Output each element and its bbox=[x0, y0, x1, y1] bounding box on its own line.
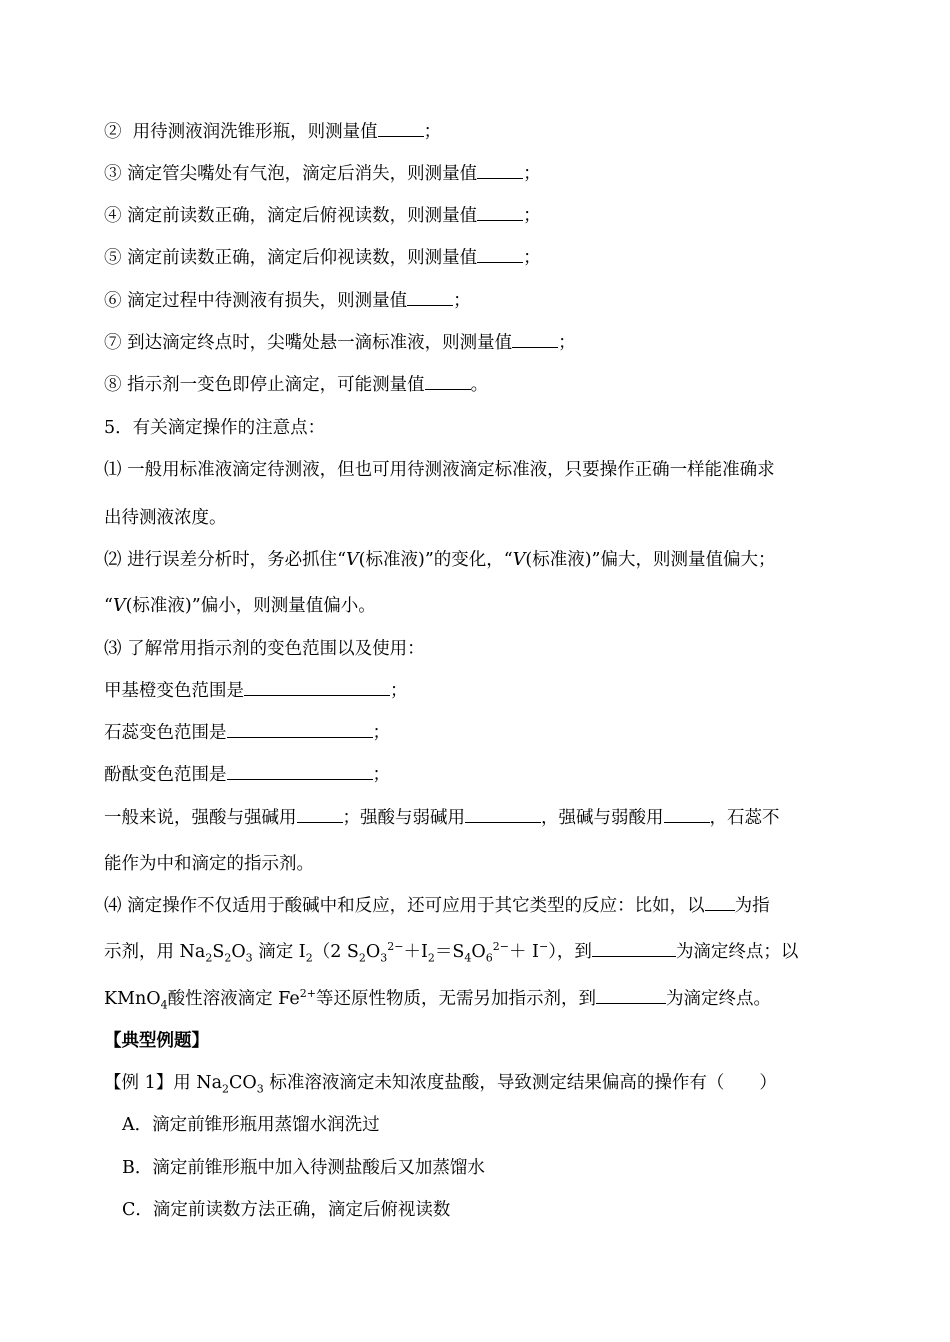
subscript: 3 bbox=[380, 951, 388, 965]
subscript: 2 bbox=[222, 1082, 230, 1096]
superscript: − bbox=[538, 940, 549, 954]
error-item-5 bbox=[104, 246, 541, 270]
note-text: (标准液)”偏大，则测量值偏大； bbox=[525, 550, 776, 570]
item-end: ； bbox=[523, 164, 541, 184]
indicator-label: 酚酞变色范围是 bbox=[104, 765, 227, 785]
option-c[interactable]: C．滴定前读数方法正确，滴定后俯视读数 bbox=[122, 1200, 451, 1220]
note-text: 进行误差分析时，务必抓住“ bbox=[127, 550, 347, 570]
note-text: ；强酸与弱碱用 bbox=[342, 808, 465, 828]
answer-blank[interactable] bbox=[297, 806, 343, 823]
subscript: 4 bbox=[160, 998, 168, 1012]
error-item-3 bbox=[104, 162, 541, 186]
note-4-line-3 bbox=[104, 987, 771, 1011]
note-text: 滴定操作不仅适用于酸碱中和反应，还可应用于其它类型的反应：比如，以 bbox=[127, 896, 705, 916]
answer-blank[interactable] bbox=[592, 940, 676, 957]
item-end: ； bbox=[390, 681, 408, 701]
note-text: ，石蕊不 bbox=[709, 808, 780, 828]
item-text: 滴定前读数正确，滴定后俯视读数，则测量值 bbox=[127, 206, 478, 226]
general-line-1 bbox=[104, 806, 780, 830]
superscript: 2− bbox=[492, 940, 509, 954]
subscript: 2 bbox=[305, 951, 313, 965]
phenolphthalein-line bbox=[104, 763, 390, 787]
note-text: 滴定 I bbox=[252, 942, 306, 962]
answer-blank[interactable] bbox=[378, 120, 424, 137]
indicator-label: 石蕊变色范围是 bbox=[104, 723, 227, 743]
item-number: ⑤ bbox=[104, 248, 122, 268]
item-text: 用待测液润洗锥形瓶，则测量值 bbox=[132, 122, 378, 142]
subscript: 3 bbox=[256, 1082, 264, 1096]
subscript: 2 bbox=[427, 951, 435, 965]
note-3 bbox=[104, 637, 425, 661]
item-end: ； bbox=[523, 248, 541, 268]
item-text: 滴定管尖嘴处有气泡，滴定后消失，则测量值 bbox=[127, 164, 478, 184]
answer-blank[interactable] bbox=[477, 204, 523, 221]
option-a[interactable]: A．滴定前锥形瓶用蒸馏水润洗过 bbox=[122, 1115, 380, 1135]
item-number: ⑧ bbox=[104, 375, 122, 395]
superscript: 2+ bbox=[299, 987, 316, 1001]
item-end: ； bbox=[372, 723, 390, 743]
item-number: ③ bbox=[104, 164, 122, 184]
note-text: ），到 bbox=[548, 942, 592, 962]
answer-blank[interactable] bbox=[407, 289, 453, 306]
note-text: 示剂，用 Na bbox=[104, 942, 206, 962]
option-b[interactable]: B．滴定前锥形瓶中加入待测盐酸后又加蒸馏水 bbox=[122, 1158, 485, 1178]
item-number: ④ bbox=[104, 206, 122, 226]
item-number: ② bbox=[104, 122, 122, 142]
note-text: KMnO bbox=[104, 989, 161, 1009]
item-text: 到达滴定终点时，尖嘴处悬一滴标准液，则测量值 bbox=[127, 333, 513, 353]
note-4-line-2 bbox=[104, 940, 798, 964]
subscript: 2 bbox=[224, 951, 232, 965]
note-text: ＋ I bbox=[508, 942, 539, 962]
note-text: 等还原性物质，无需另加指示剂，到 bbox=[315, 989, 596, 1009]
volume-symbol: V bbox=[512, 550, 526, 570]
example-label: 【例 1】 bbox=[104, 1073, 174, 1093]
error-item-2 bbox=[104, 120, 441, 144]
answer-blank[interactable] bbox=[477, 246, 523, 263]
item-end: ； bbox=[453, 291, 471, 311]
litmus-line bbox=[104, 721, 390, 745]
note-number: ⑷ bbox=[104, 896, 122, 916]
item-text: 滴定过程中待测液有损失，则测量值 bbox=[127, 291, 408, 311]
answer-blank[interactable] bbox=[664, 806, 710, 823]
note-text: (标准液)”的变化，“ bbox=[358, 550, 513, 570]
answer-blank[interactable] bbox=[227, 721, 373, 738]
note-text: 一般用标准液滴定待测液，但也可用待测液滴定标准液，只要操作正确一样能准确求 bbox=[127, 460, 775, 480]
subscript: 6 bbox=[485, 951, 493, 965]
subscript: 2 bbox=[358, 951, 366, 965]
item-number: ⑥ bbox=[104, 291, 122, 311]
methyl-orange-line bbox=[104, 679, 408, 703]
item-end: ； bbox=[558, 333, 576, 353]
error-item-4 bbox=[104, 204, 541, 228]
indicator-label: 甲基橙变色范围是 bbox=[104, 681, 244, 701]
note-text: ＝S bbox=[434, 942, 465, 962]
answer-blank[interactable] bbox=[227, 763, 373, 780]
note-4-line-1 bbox=[104, 894, 770, 918]
error-item-7 bbox=[104, 331, 576, 355]
item-number: ⑦ bbox=[104, 333, 122, 353]
answer-blank[interactable] bbox=[705, 894, 735, 911]
item-text: 指示剂一变色即停止滴定，可能测量值 bbox=[127, 375, 425, 395]
item-end: ； bbox=[372, 765, 390, 785]
note-1-line-1 bbox=[104, 458, 775, 482]
note-2-line-1 bbox=[104, 548, 775, 572]
answer-blank[interactable] bbox=[425, 373, 471, 390]
volume-symbol: V bbox=[112, 596, 126, 616]
error-item-8 bbox=[104, 373, 488, 397]
note-text: (标准液)”偏小，则测量值偏小。 bbox=[125, 596, 376, 616]
answer-blank[interactable] bbox=[596, 987, 666, 1004]
examples-heading: 【典型例题】 bbox=[104, 1031, 209, 1051]
note-text: 了解常用指示剂的变色范围以及使用： bbox=[127, 639, 425, 659]
item-end: ； bbox=[523, 206, 541, 226]
subscript: 4 bbox=[464, 951, 472, 965]
question-text: 标准溶液滴定未知浓度盐酸，导致测定结果偏高的操作有（ ） bbox=[263, 1073, 777, 1093]
superscript: 2− bbox=[387, 940, 404, 954]
note-text: 为滴定终点；以 bbox=[675, 942, 799, 962]
note-number: ⑴ bbox=[104, 460, 122, 480]
note-text: 为滴定终点。 bbox=[665, 989, 771, 1009]
note-text: S bbox=[212, 942, 225, 962]
note-text: O bbox=[471, 942, 486, 962]
general-line-2: 能作为中和滴定的指示剂。 bbox=[104, 854, 314, 874]
answer-blank[interactable] bbox=[465, 806, 541, 823]
note-text: O bbox=[231, 942, 246, 962]
note-text: ，强碱与弱酸用 bbox=[541, 808, 664, 828]
note-number: ⑵ bbox=[104, 550, 122, 570]
note-number: ⑶ bbox=[104, 639, 122, 659]
subscript: 2 bbox=[205, 951, 213, 965]
answer-blank[interactable] bbox=[477, 162, 523, 179]
question-text: 用 Na bbox=[173, 1073, 223, 1093]
volume-symbol: V bbox=[346, 550, 359, 570]
item-text: 滴定前读数正确，滴定后仰视读数，则测量值 bbox=[127, 248, 478, 268]
question-text: CO bbox=[229, 1073, 257, 1093]
note-text: ＋I bbox=[403, 942, 428, 962]
note-1-line-2: 出待测液浓度。 bbox=[104, 508, 227, 528]
item-end: ； bbox=[423, 122, 442, 142]
item-end: 。 bbox=[470, 375, 489, 395]
note-text: 为指 bbox=[734, 896, 770, 916]
subscript: 3 bbox=[245, 951, 253, 965]
note-text: （2 S bbox=[312, 942, 359, 962]
section-5-heading: 5．有关滴定操作的注意点： bbox=[104, 418, 326, 438]
note-2-line-2 bbox=[104, 594, 376, 618]
note-text: O bbox=[365, 942, 381, 962]
note-text: 一般来说，强酸与强碱用 bbox=[104, 808, 297, 828]
answer-blank[interactable] bbox=[512, 331, 558, 348]
answer-blank[interactable] bbox=[244, 679, 390, 696]
error-item-6 bbox=[104, 289, 471, 313]
example-1-question bbox=[104, 1071, 777, 1095]
note-text: “ bbox=[104, 596, 113, 616]
note-text: 酸性溶液滴定 Fe bbox=[167, 989, 300, 1009]
